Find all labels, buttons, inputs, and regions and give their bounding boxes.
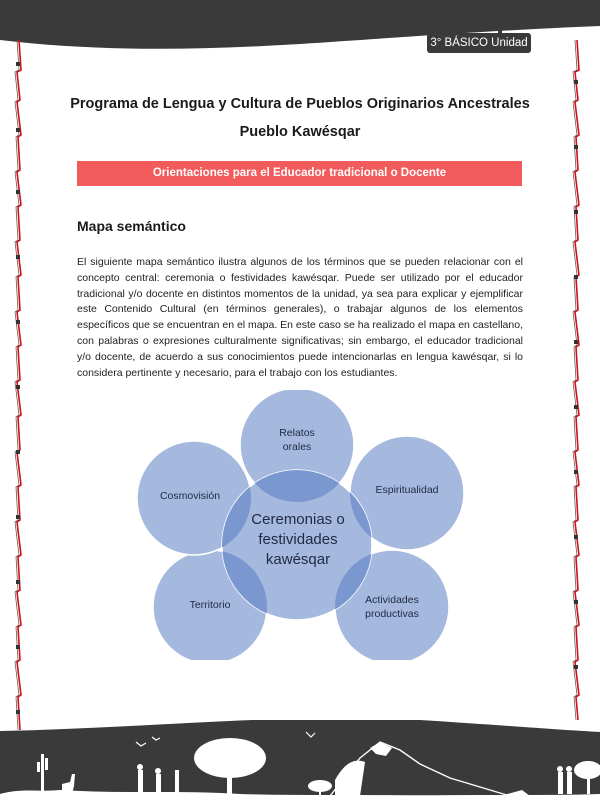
footer-landscape-illustration <box>0 720 600 800</box>
section-banner: Orientaciones para el Educador tradicional o Docente <box>77 161 522 186</box>
body-paragraph: El siguiente mapa semántico ilustra algunos de los términos que se pueden relacionar con el concepto central: ceremonia o festividades kawésqar. Puede ser utilizado por el educador tradicional y/o docente en distintos momentos de la unidad, ya sea para explicar y ejemplificar este Contenido Cultural (en términos generales), o trabajar algunos de los elementos específicos que se encuentran en el mapa. En este caso se ha realizado el mapa en castellano, con palabras o expresiones culturalmente significativas; sin embargo, el educador tradicional y/o docente, de acuerdo a sus conocimientos puede intencionarlas en lengua kawésqar, si lo considera pertinente y necesario, para el trabajo con los estudiantes. <box>77 256 523 379</box>
document-subtitle: Pueblo Kawésqar <box>239 124 361 140</box>
center-concept <box>251 510 344 570</box>
node-territorio <box>190 598 231 612</box>
decorative-border-right <box>572 40 584 720</box>
node-actividades-productivas <box>365 593 419 621</box>
center-label-line: festividades <box>258 531 338 548</box>
node-cosmovision <box>160 489 220 503</box>
center-label-line: kawésqar <box>265 551 331 568</box>
node-label-line: orales <box>282 441 312 453</box>
unit-badge: 3° BÁSICO Unidad 2 <box>427 33 531 53</box>
node-label-line: Territorio <box>189 599 231 611</box>
decorative-border-left <box>14 40 26 730</box>
node-label-line: Actividades <box>365 594 419 606</box>
node-label-line: Relatos <box>279 427 315 439</box>
center-label-line: Ceremonias o <box>251 511 345 528</box>
section-heading: Mapa semántico <box>77 218 186 234</box>
node-label-line: Espiritualidad <box>375 484 439 496</box>
semantic-map <box>130 390 480 660</box>
node-espiritualidad <box>375 483 438 497</box>
document-title: Programa de Lengua y Cultura de Pueblos Originarios Ancestrales <box>70 96 530 112</box>
node-label-line: Cosmovisión <box>159 490 221 502</box>
node-label-line: productivas <box>365 608 419 620</box>
node-relatos-orales <box>279 426 315 454</box>
